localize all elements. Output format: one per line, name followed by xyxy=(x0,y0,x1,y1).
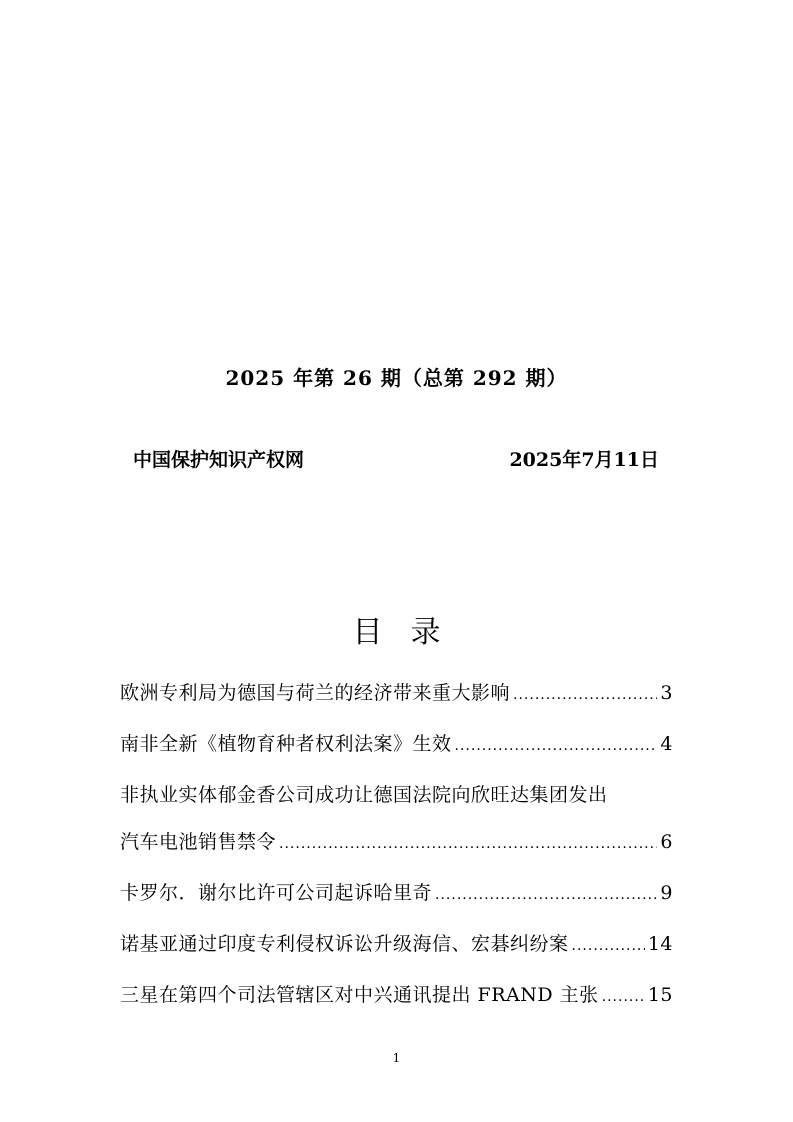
toc-leader-dots xyxy=(572,933,645,959)
toc-entry[interactable] xyxy=(120,880,673,908)
toc-entry[interactable] xyxy=(120,680,673,708)
publication-date: 2025年7月11日 xyxy=(509,449,659,471)
toc-leader-dots xyxy=(602,984,645,1010)
toc-entry-page: 15 xyxy=(647,984,673,1006)
toc-entry-page: 3 xyxy=(660,682,673,704)
publisher-name: 中国保护知识产权网 xyxy=(133,449,305,471)
toc-leader-dots xyxy=(279,831,657,857)
toc-title: 目录 xyxy=(352,615,469,650)
toc-entry-title: 欧洲专利局为德国与荷兰的经济带来重大影响 xyxy=(120,682,511,704)
page-number: 1 xyxy=(392,1051,401,1065)
toc-entry-title: 南非全新《植物育种者权利法案》生效 xyxy=(120,733,452,755)
toc-entry[interactable] xyxy=(120,782,673,857)
toc-entry[interactable] xyxy=(120,982,673,1010)
toc-entry-page: 14 xyxy=(647,933,673,955)
toc-entry-page: 4 xyxy=(660,733,673,755)
toc-leader-dots xyxy=(455,733,658,759)
table-of-contents xyxy=(120,680,673,1033)
toc-leader-dots xyxy=(435,882,657,908)
toc-entry-title: 三星在第四个司法管辖区对中兴通讯提出 FRAND 主张 xyxy=(120,984,599,1006)
toc-entry-title: 卡罗尔．谢尔比许可公司起诉哈里奇 xyxy=(120,882,433,904)
toc-entry-page: 6 xyxy=(660,831,673,853)
toc-entry[interactable] xyxy=(120,731,673,759)
toc-entry[interactable] xyxy=(120,931,673,959)
toc-entry-title-continued: 汽车电池销售禁令 xyxy=(120,831,277,853)
toc-leader-dots xyxy=(513,682,657,708)
toc-entry-title: 非执业实体郁金香公司成功让德国法院向欣旺达集团发出 xyxy=(120,784,608,806)
toc-entry-page: 9 xyxy=(660,882,673,904)
issue-line: 2025 年第 26 期（总第 292 期） xyxy=(225,366,568,390)
toc-entry-title: 诺基亚通过印度专利侵权诉讼升级海信、宏碁纠纷案 xyxy=(120,933,569,955)
